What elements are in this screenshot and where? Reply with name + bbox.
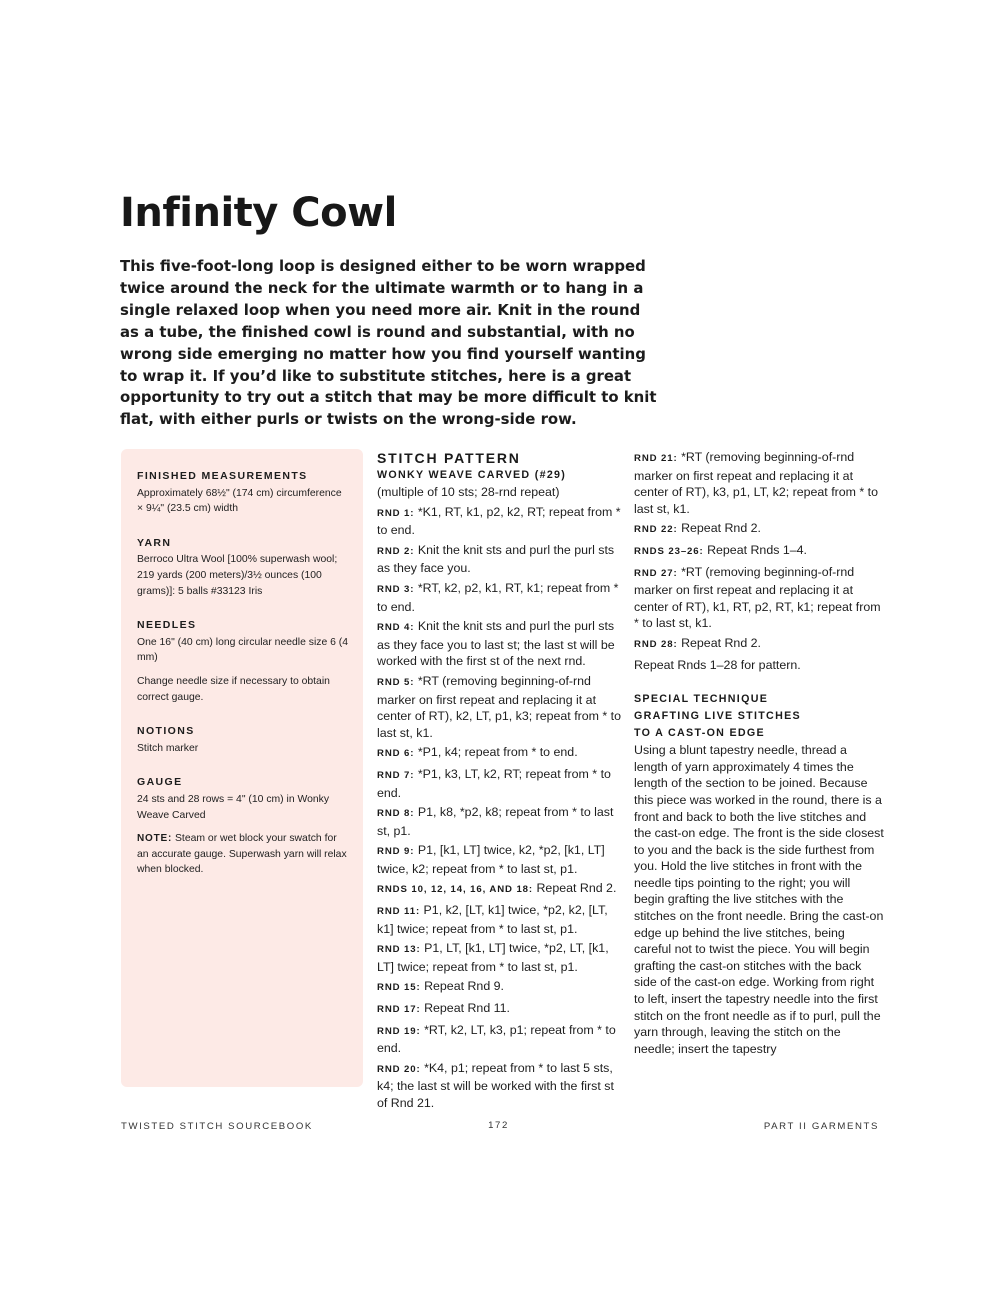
section-spacer: [634, 676, 884, 691]
finished-measurements-section: [137, 469, 349, 517]
round-text: *RT (removing beginning-of-rnd marker on first repeat and replacing it at center of RT), k1, RT, p2, RT, k1; repeat from * to last st, k1.: [634, 564, 881, 631]
finished-measurements-text: Approximately 68½" (174 cm) circumference × 9¼" (23.5 cm) width: [137, 487, 342, 515]
round-item: [377, 580, 625, 615]
yarn-heading: YARN: [137, 536, 172, 549]
finished-measurements-heading: FINISHED MEASUREMENTS: [137, 470, 308, 482]
round-label: RND 15:: [377, 982, 421, 994]
footer-section: PART II GARMENTS: [763, 1121, 879, 1132]
gauge-section: [137, 775, 349, 878]
round-label: RND 1:: [377, 507, 415, 519]
round-label: RND 17:: [377, 1004, 421, 1016]
round-item: [377, 978, 625, 997]
round-list: [377, 504, 625, 1112]
round-text: Repeat Rnd 11.: [424, 1001, 510, 1016]
pattern-continued-column: [634, 449, 884, 1060]
round-text: P1, [k1, LT] twice, k2, *p2, [k1, LT] twice, k2; repeat from * to last st, p1.: [377, 843, 605, 876]
round-label: RND 21:: [634, 453, 678, 464]
round-text: *RT (removing beginning-of-rnd marker on first repeat and replacing it at center of RT), k2, LT, p1, k3; repeat from * to last st, k1.: [377, 673, 622, 740]
round-item: [377, 902, 625, 937]
footer-book-title: TWISTED STITCH SOURCEBOOK: [121, 1121, 313, 1132]
round-text: P1, LT, [k1, LT] twice, *p2, LT, [k1, LT] twice; repeat from * to last st, p1.: [377, 941, 609, 974]
round-text: Repeat Rnds 1–4.: [707, 542, 807, 557]
round-item: [634, 564, 884, 632]
round-label: RND 7:: [377, 769, 415, 781]
round-label: RND 3:: [377, 583, 415, 595]
round-text: Knit the knit sts and purl the purl sts as they face you to last st; the last st will be worked with the first st of the next rnd.: [377, 619, 615, 669]
round-text: Repeat Rnd 2.: [681, 521, 761, 536]
gauge-text: 24 sts and 28 rows = 4" (10 cm) in Wonky Weave Carved: [137, 793, 330, 821]
gauge-heading: GAUGE: [137, 776, 183, 789]
needles-note: Change needle size if necessary to obtain correct gauge.: [137, 675, 330, 703]
yarn-text: Berroco Ultra Wool [100% superwash wool; 219 yards (200 meters)/3½ ounces (100 grams)]: 5 balls #33123 Iris: [137, 554, 338, 597]
round-label: RND 11:: [377, 906, 421, 918]
needles-section: [137, 618, 349, 705]
round-item: [377, 542, 625, 577]
page-title: Infinity Cowl: [120, 190, 397, 236]
round-label: RND 2:: [377, 545, 415, 557]
round-label: RNDS 10, 12, 14, 16, AND 18:: [377, 884, 534, 896]
round-text: Repeat Rnd 2.: [536, 881, 617, 896]
round-item: [634, 542, 884, 561]
gauge-note-text: Steam or wet block your swatch for an accurate gauge. Superwash yarn will relax when blocked.: [137, 833, 347, 876]
needles-text: One 16" (40 cm) long circular needle size 6 (4 mm): [137, 636, 349, 664]
round-label: RND 20:: [377, 1063, 421, 1075]
round-item: [377, 504, 625, 539]
notions-text: Stitch marker: [137, 742, 199, 754]
round-label: RND 28:: [634, 638, 678, 650]
round-item: [377, 744, 625, 763]
round-text: Repeat Rnd 2.: [681, 635, 761, 650]
technique-subheading-2: TO A CAST-ON EDGE: [634, 727, 765, 740]
round-item: [377, 1022, 625, 1057]
round-item: [634, 635, 884, 654]
round-label: RND 19:: [377, 1025, 421, 1037]
round-item: [377, 880, 625, 899]
stitch-pattern-heading: STITCH PATTERN: [377, 450, 521, 466]
yarn-section: [137, 536, 349, 599]
notions-section: [137, 724, 349, 756]
round-label: RND 9:: [377, 846, 415, 858]
round-text: Repeat Rnd 9.: [424, 979, 504, 994]
round-label: RND 13:: [377, 944, 421, 956]
round-item: [634, 520, 884, 539]
footer-page-number: 172: [488, 1120, 509, 1131]
round-text: *K1, RT, k1, p2, k2, RT; repeat from * to end.: [377, 504, 621, 538]
round-text: P1, k2, [LT, k1] twice, *p2, k2, [LT, k1] twice; repeat from * to last st, p1.: [377, 903, 608, 936]
notions-heading: NOTIONS: [137, 725, 195, 738]
technique-heading: SPECIAL TECHNIQUE: [634, 693, 769, 706]
round-item: [377, 804, 625, 839]
technique-subheading-1: GRAFTING LIVE STITCHES: [634, 710, 801, 723]
round-text: *RT, k2, p2, k1, RT, k1; repeat from * to end.: [377, 580, 619, 614]
technique-text: Using a blunt tapestry needle, thread a length of yarn approximately 4 times the length of the section to be joined. Because this piece was worked in the round, there is a front and back to both the live stitches and the cast-on edge. The front is the side closest to you and the back is the side furthest from you. Hold the live stitches in front with the needle tips pointing to the right; you will begin grafting the live stitches with the stitches on the front needle. Bring the cast-on edge up behind the live stitches, being careful not to twist the piece. You will begin grafting the cast-on stitches with the back side of the cast-on edge. Working from right to left, insert the tapestry needle into the first stitch on the front needle as if to purl, pull the yarn through, leaving the stitch on the needle; insert the tapestry: [634, 743, 884, 1056]
intro-paragraph: This five-foot-long loop is designed either to be worn wrapped twice around the neck for the ultimate warmth or to hang in a single relaxed loop when you need more air. Knit in the round as a tube, the finished cowl is round and substantial, with no wrong side emerging no matter how you find yourself wanting to wrap it. If you’d like to substitute stitches, here is a great opportunity to try out a stitch that may be more difficult to knit flat, with either purls or twists on the wrong-side row.: [120, 257, 657, 429]
round-label: RNDS 23–26:: [634, 545, 704, 557]
round-label: RND 27:: [634, 567, 678, 579]
round-item: [377, 842, 625, 877]
round-label: RND 5:: [377, 676, 415, 688]
stitch-pattern-multiple: (multiple of 10 sts; 28-rnd repeat): [377, 485, 560, 499]
round-label: RND 4:: [377, 622, 415, 634]
stitch-pattern-subheading: WONKY WEAVE CARVED (#29): [377, 469, 567, 481]
round-text: *P1, k3, LT, k2, RT; repeat from * to end.: [377, 766, 611, 800]
round-label: RND 22:: [634, 524, 678, 536]
round-label: RND 8:: [377, 808, 415, 820]
stitch-pattern-column: [377, 449, 625, 1115]
materials-sidebar: [121, 449, 363, 1087]
round-text: P1, k8, *p2, k8; repeat from * to last st, p1.: [377, 805, 614, 838]
round-text: *P1, k4; repeat from * to end.: [417, 745, 578, 760]
repeat-note: Repeat Rnds 1–28 for pattern.: [634, 657, 801, 672]
round-item: [377, 940, 625, 975]
round-item: [634, 449, 884, 517]
round-text: Knit the knit sts and purl the purl sts as they face you.: [377, 542, 615, 576]
needles-heading: NEEDLES: [137, 619, 197, 632]
round-item: [377, 1060, 625, 1112]
round-label: RND 6:: [377, 748, 415, 760]
round-text: *RT (removing beginning-of-rnd marker on first repeat and replacing it at center of RT), k3, p1, LT, k2; repeat from * to last st, k1.: [634, 450, 879, 516]
gauge-note: [137, 831, 349, 878]
round-item: [377, 766, 625, 801]
round-text: *K4, p1; repeat from * to last 5 sts, k4; the last st will be worked with the first st of Rnd 21.: [377, 1060, 614, 1110]
round-item: [377, 1000, 625, 1019]
gauge-note-label: NOTE:: [137, 833, 173, 845]
round-text: *RT, k2, LT, k3, p1; repeat from * to end.: [377, 1022, 616, 1056]
round-item: [377, 618, 625, 670]
round-item: [377, 673, 625, 741]
